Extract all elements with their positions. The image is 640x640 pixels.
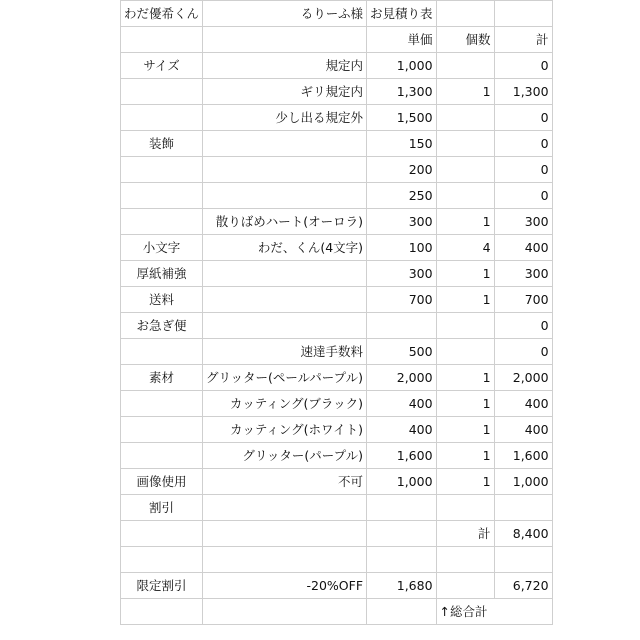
row-total: 0 xyxy=(494,183,552,209)
header-qty: 個数 xyxy=(436,27,494,53)
row-qty: 1 xyxy=(436,391,494,417)
row-total: 0 xyxy=(494,313,552,339)
row-price: 300 xyxy=(367,209,437,235)
table-row xyxy=(121,443,553,469)
row-item xyxy=(203,495,367,521)
table-row xyxy=(121,469,553,495)
row-total: 1,000 xyxy=(494,469,552,495)
row-item xyxy=(203,131,367,157)
row-item: カッティング(ホワイト) xyxy=(203,417,367,443)
title-left: わだ優希くん xyxy=(121,1,203,27)
row-total: 2,000 xyxy=(494,365,552,391)
row-price: 250 xyxy=(367,183,437,209)
table-row xyxy=(121,131,553,157)
row-qty: 1 xyxy=(436,365,494,391)
row-price xyxy=(367,313,437,339)
table-row xyxy=(121,209,553,235)
row-category: お急ぎ便 xyxy=(121,313,203,339)
subtotal-row xyxy=(121,521,553,547)
row-item xyxy=(203,287,367,313)
table-row xyxy=(121,313,553,339)
row-category xyxy=(121,339,203,365)
row-qty: 1 xyxy=(436,209,494,235)
grand-total-note-row xyxy=(121,599,553,625)
row-category xyxy=(121,443,203,469)
table-row xyxy=(121,235,553,261)
row-item: 規定内 xyxy=(203,53,367,79)
table-row xyxy=(121,417,553,443)
row-item: 少し出る規定外 xyxy=(203,105,367,131)
table-row xyxy=(121,339,553,365)
table-row xyxy=(121,391,553,417)
row-price: 1,500 xyxy=(367,105,437,131)
row-category: 小文字 xyxy=(121,235,203,261)
row-price: 700 xyxy=(367,287,437,313)
row-total: 400 xyxy=(494,391,552,417)
row-item: 散りばめハート(オーロラ) xyxy=(203,209,367,235)
row-price: 1,600 xyxy=(367,443,437,469)
row-total: 0 xyxy=(494,105,552,131)
row-price: 1,300 xyxy=(367,79,437,105)
grand-total-note: ↑総合計 xyxy=(436,599,552,625)
row-qty xyxy=(436,339,494,365)
row-qty: 1 xyxy=(436,443,494,469)
row-total: 1,300 xyxy=(494,79,552,105)
discount-category: 限定割引 xyxy=(121,573,203,599)
row-total: 400 xyxy=(494,235,552,261)
row-item: ギリ規定内 xyxy=(203,79,367,105)
table-row xyxy=(121,287,553,313)
row-price: 400 xyxy=(367,391,437,417)
row-qty: 1 xyxy=(436,261,494,287)
row-price: 300 xyxy=(367,261,437,287)
row-qty xyxy=(436,53,494,79)
row-total: 300 xyxy=(494,209,552,235)
row-category: 割引 xyxy=(121,495,203,521)
title-row xyxy=(121,1,553,27)
row-category xyxy=(121,183,203,209)
table-row xyxy=(121,157,553,183)
row-price xyxy=(367,495,437,521)
row-category xyxy=(121,391,203,417)
grand-total: 6,720 xyxy=(494,573,552,599)
row-price: 150 xyxy=(367,131,437,157)
discount-item: -20%OFF xyxy=(203,573,367,599)
row-total: 0 xyxy=(494,53,552,79)
row-price: 500 xyxy=(367,339,437,365)
header-unit-price: 単価 xyxy=(367,27,437,53)
row-item: グリッター(ペールパープル) xyxy=(203,365,367,391)
row-total xyxy=(494,495,552,521)
row-item: わだ、くん(4文字) xyxy=(203,235,367,261)
row-qty: 1 xyxy=(436,417,494,443)
row-qty: 1 xyxy=(436,469,494,495)
row-qty xyxy=(436,313,494,339)
row-item: カッティング(ブラック) xyxy=(203,391,367,417)
row-category: 画像使用 xyxy=(121,469,203,495)
header-row xyxy=(121,27,553,53)
row-qty xyxy=(436,157,494,183)
row-qty xyxy=(436,131,494,157)
row-total: 300 xyxy=(494,261,552,287)
row-price: 100 xyxy=(367,235,437,261)
row-item xyxy=(203,183,367,209)
table-row xyxy=(121,53,553,79)
table-row xyxy=(121,495,553,521)
row-total: 0 xyxy=(494,131,552,157)
row-total: 0 xyxy=(494,157,552,183)
limited-discount-row xyxy=(121,573,553,599)
subtotal-label: 計 xyxy=(436,521,494,547)
subtotal-value: 8,400 xyxy=(494,521,552,547)
table-row xyxy=(121,365,553,391)
row-qty xyxy=(436,183,494,209)
row-price: 400 xyxy=(367,417,437,443)
row-category: 送料 xyxy=(121,287,203,313)
header-total: 計 xyxy=(494,27,552,53)
row-price: 2,000 xyxy=(367,365,437,391)
row-total: 1,600 xyxy=(494,443,552,469)
title-customer: るりーふ様 xyxy=(203,1,367,27)
spacer-row xyxy=(121,547,553,573)
estimate-table xyxy=(120,0,553,625)
row-total: 400 xyxy=(494,417,552,443)
row-price: 1,000 xyxy=(367,53,437,79)
row-category: 素材 xyxy=(121,365,203,391)
row-item xyxy=(203,313,367,339)
row-qty: 1 xyxy=(436,79,494,105)
table-row xyxy=(121,79,553,105)
row-item: 不可 xyxy=(203,469,367,495)
discount-price: 1,680 xyxy=(367,573,437,599)
row-category: 厚紙補強 xyxy=(121,261,203,287)
row-price: 200 xyxy=(367,157,437,183)
title-estimate: お見積り表 xyxy=(367,1,437,27)
table-row xyxy=(121,183,553,209)
table-row xyxy=(121,261,553,287)
table-row xyxy=(121,105,553,131)
row-price: 1,000 xyxy=(367,469,437,495)
row-category: サイズ xyxy=(121,53,203,79)
discount-qty xyxy=(436,573,494,599)
row-item: グリッター(パープル) xyxy=(203,443,367,469)
row-category xyxy=(121,417,203,443)
row-qty: 4 xyxy=(436,235,494,261)
row-category xyxy=(121,105,203,131)
row-item xyxy=(203,157,367,183)
row-category xyxy=(121,157,203,183)
row-item xyxy=(203,261,367,287)
row-category xyxy=(121,209,203,235)
row-qty: 1 xyxy=(436,287,494,313)
row-total: 0 xyxy=(494,339,552,365)
row-qty xyxy=(436,495,494,521)
row-total: 700 xyxy=(494,287,552,313)
row-category: 装飾 xyxy=(121,131,203,157)
row-qty xyxy=(436,105,494,131)
row-category xyxy=(121,79,203,105)
row-item: 速達手数料 xyxy=(203,339,367,365)
